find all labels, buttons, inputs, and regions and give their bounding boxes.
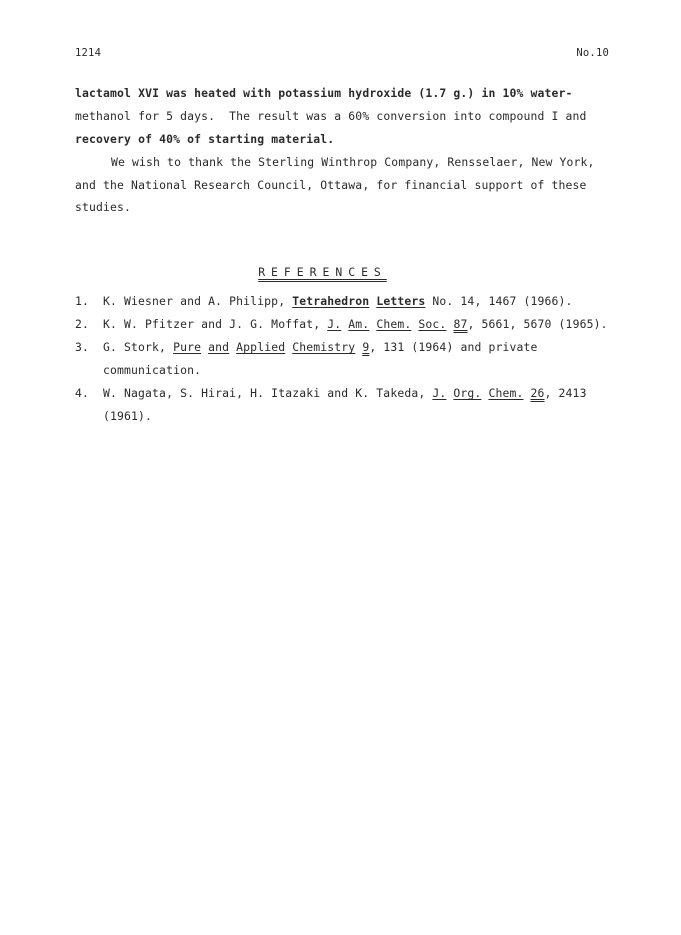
journal-issue: No.10 [576,47,609,59]
journal-name: Pure [173,340,202,354]
reference-authors: W. Nagata, S. Hirai, H. Itazaki and K. Takeda, [103,386,433,400]
reference-citation: , 2413 [544,386,587,400]
journal-name: Am. [348,317,370,331]
reference-citation: No. 14, 1467 (1966). [425,294,573,308]
reference-continuation: communication. [103,363,202,377]
paragraph-line: methanol for 5 days. The result was a 60% conversion into compound I and [75,109,587,123]
journal-name: and [208,340,230,354]
reference-number: 1. [75,294,90,308]
page-number: 1214 [75,47,102,59]
journal-name: Chemistry [292,340,356,354]
paragraph-line: studies. [75,200,132,214]
journal-name: Chem. [376,317,412,331]
reference-authors: G. Stork, [103,340,174,354]
paragraph-line: lactamol XVI was heated with potassium hydroxide (1.7 g.) in 10% water- [75,86,573,100]
journal-name: Chem. [488,386,524,400]
reference-item [75,340,538,354]
journal-name: J. [432,386,447,400]
reference-authors: K. W. Pfitzer and J. G. Moffat, [103,317,328,331]
journal-name: Org. [453,386,482,400]
paragraph-line: and the National Research Council, Ottawa, for financial support of these [75,178,587,192]
reference-authors: K. Wiesner and A. Philipp, [103,294,293,308]
references-title: REFERENCES [258,265,387,279]
journal-name: Letters [376,294,426,308]
reference-item [75,317,608,331]
volume-number: 26 [530,386,545,400]
reference-citation: , 5661, 5670 (1965). [467,317,608,331]
reference-number: 4. [75,386,90,400]
reference-number: 3. [75,340,90,354]
volume-number: 9 [362,340,370,354]
paragraph-line: recovery of 40% of starting material. [75,132,335,146]
journal-name: Soc. [418,317,447,331]
journal-name: Tetrahedron [292,294,370,308]
reference-citation: , 131 (1964) and private [369,340,538,354]
volume-number: 87 [453,317,468,331]
journal-name: Applied [236,340,286,354]
reference-continuation: (1961). [103,409,153,423]
reference-item [75,386,587,400]
paragraph-line: We wish to thank the Sterling Winthrop Company, Rensselaer, New York, [111,155,595,169]
journal-name: J. [327,317,342,331]
reference-item [75,294,573,308]
reference-number: 2. [75,317,90,331]
